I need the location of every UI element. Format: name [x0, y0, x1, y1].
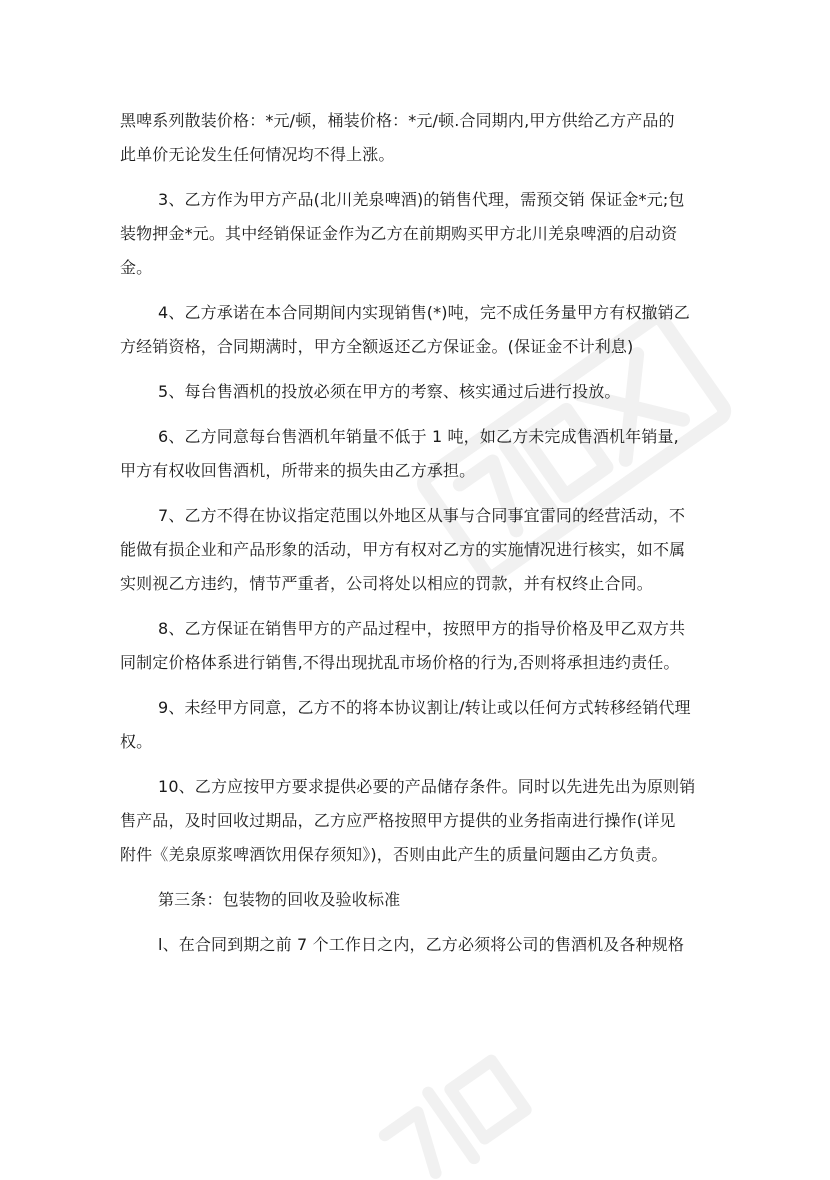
text-line: 能做有损企业和产品形象的活动，甲方有权对乙方的实施情况进行核实，如不属	[120, 540, 686, 559]
text-line: 此单价无论发生任何情况均不得上涨。	[120, 145, 395, 164]
document-body	[120, 104, 710, 973]
text-line: 4、乙方承诺在本合同期间内实现销售(*)吨，完不成任务量甲方有权撤销乙	[158, 303, 690, 322]
text-line: 权。	[120, 732, 153, 751]
paragraph-clause-8	[120, 612, 710, 680]
text-line: 9、未经甲方同意，乙方不的将本协议割让/转让或以任何方式转移经销代理	[158, 698, 691, 717]
text-line: 方经销资格，合同期满时，甲方全额返还乙方保证金。(保证金不计利息)	[120, 337, 634, 356]
text-line: 5、每台售酒机的投放必须在甲方的考察、核实通过后进行投放。	[158, 382, 621, 401]
text-line: 7、乙方不得在协议指定范围以外地区从事与合同事宜雷同的经营活动，不	[158, 506, 686, 525]
paragraph-price	[120, 104, 710, 172]
text-line: 同制定价格体系进行销售,不得出现扰乱市场价格的行为,否则将承担违约责任。	[120, 653, 680, 672]
paragraph-clause-10	[120, 770, 710, 872]
text-line: l、在合同到期之前 7 个工作日之内，乙方必须将公司的售酒机及各种规格	[158, 935, 685, 954]
paragraph-clause-5	[120, 375, 710, 409]
section-heading-article-3	[120, 883, 710, 917]
text-line: 售产品，及时回收过期品，乙方应严格按照甲方提供的业务指南进行操作(详见	[120, 811, 676, 830]
paragraph-clause-6	[120, 420, 710, 488]
paragraph-clause-4	[120, 296, 710, 364]
text-line: 附件《羌泉原浆啤酒饮用保存须知》)，否则由此产生的质量问题由乙方负责。	[120, 845, 668, 864]
text-line: 实则视乙方违约，情节严重者，公司将处以相应的罚款，并有权终止合同。	[120, 574, 653, 593]
text-line: 黑啤系列散装价格：*元/顿，桶装价格：*元/顿.合同期内,甲方供给乙方产品的	[120, 111, 675, 130]
text-line: 第三条：包装物的回收及验收标准	[158, 890, 401, 909]
text-line: 6、乙方同意每台售酒机年销量不低于 1 吨，如乙方未完成售酒机年销量,	[158, 427, 679, 446]
text-line: 装物押金*元。其中经销保证金作为乙方在前期购买甲方北川羌泉啤酒的启动资	[120, 224, 678, 243]
paragraph-article-3-item-1	[120, 928, 710, 962]
paragraph-clause-9	[120, 691, 710, 759]
watermark-stamp-bottom	[360, 1020, 580, 1180]
text-line: 金。	[120, 258, 153, 277]
paragraph-clause-7	[120, 499, 710, 601]
paragraph-clause-3	[120, 183, 710, 285]
text-line: 甲方有权收回售酒机，所带来的损失由乙方承担。	[120, 461, 476, 480]
text-line: 10、乙方应按甲方要求提供必要的产品储存条件。同时以先进先出为原则销	[158, 777, 696, 796]
text-line: 3、乙方作为甲方产品(北川羌泉啤酒)的销售代理，需预交销 保证金*元;包	[158, 190, 685, 209]
text-line: 8、乙方保证在销售甲方的产品过程中，按照甲方的指导价格及甲乙双方共	[158, 619, 686, 638]
